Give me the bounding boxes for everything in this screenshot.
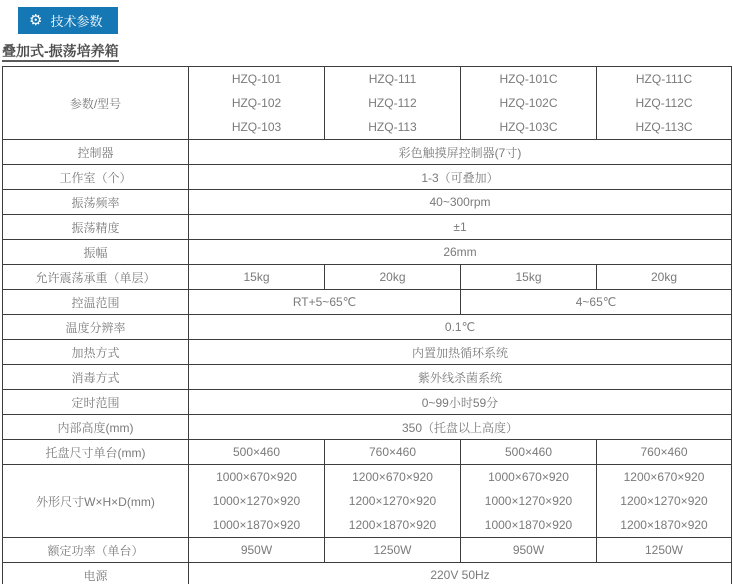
spec-value-cell: 紫外线杀菌系统 [189,365,732,390]
spec-value-cell: 40~300rpm [189,190,732,215]
model-list [191,67,322,139]
spec-value-cell: 760×460 [325,440,461,465]
spec-row [3,290,732,315]
model-name: HZQ-113 [368,120,417,135]
spec-value-cell: 500×460 [461,440,597,465]
spec-value-cell: 0~99小时59分 [189,390,732,415]
model-name: HZQ-101 [231,72,282,87]
row-label: 控制器 [3,140,189,165]
spec-row [3,215,732,240]
dimension-line: 1200×670×920 [352,470,433,485]
spec-row [3,415,732,440]
spec-value-cell [461,465,597,538]
model-name: HZQ-103C [499,120,558,135]
dimension-line: 1200×1270×920 [348,494,437,509]
model-name: HZQ-113C [635,120,693,135]
spec-row [3,265,732,290]
spec-value-cell: 1250W [597,538,732,563]
spec-row [3,365,732,390]
row-label: 振荡精度 [3,215,189,240]
spec-value-cell: 彩色触摸屏控制器(7寸) [189,140,732,165]
spec-value-cell: 350（托盘以上高度） [189,415,732,440]
dimension-line: 1000×670×920 [488,470,569,485]
model-name: HZQ-111C [635,72,693,87]
model-name: HZQ-112 [368,96,417,111]
spec-value-cell: RT+5~65℃ [189,290,461,315]
section-badge-label: 技术参数 [50,14,103,29]
dimension-line: 1000×1270×920 [212,494,301,509]
spec-value-cell: 15kg [189,265,325,290]
gear-icon: ⚙ [29,12,43,29]
spec-value-cell: 950W [189,538,325,563]
spec-table-body [3,67,732,584]
row-label: 额定功率（单台） [3,538,189,563]
spec-row [3,190,732,215]
dimension-list [327,465,458,537]
row-label: 允许震荡承重（单层） [3,265,189,290]
model-name: HZQ-102 [231,96,282,111]
row-label: 消毒方式 [3,365,189,390]
row-label: 控温范围 [3,290,189,315]
dimension-list [599,465,729,537]
spec-row [3,390,732,415]
spec-value-cell: ±1 [189,215,732,240]
spec-value-cell [325,465,461,538]
dimension-line: 1200×670×920 [623,470,705,485]
row-label: 电源 [3,563,189,584]
model-list [463,67,594,139]
dimension-line: 1200×1870×920 [620,518,708,533]
row-label: 振荡频率 [3,190,189,215]
row-label-models: 参数/型号 [3,67,189,140]
spec-value-cell: 1-3（可叠加） [189,165,732,190]
model-name: HZQ-103 [231,120,282,135]
spec-row [3,315,732,340]
model-column-1 [325,67,461,140]
spec-row [3,240,732,265]
row-label: 内部高度(mm) [3,415,189,440]
spec-value-cell: 950W [461,538,597,563]
dimension-list [191,465,322,537]
spec-row [3,538,732,563]
row-label: 温度分辨率 [3,315,189,340]
spec-value-cell [597,465,732,538]
dimension-line: 1200×1870×920 [348,518,437,533]
model-name: HZQ-101C [499,72,558,87]
spec-table [2,66,732,584]
model-name: HZQ-102C [499,96,558,111]
spec-row [3,340,732,365]
spec-row [3,140,732,165]
row-label: 外形尺寸W×H×D(mm) [3,465,189,538]
model-list [599,67,729,139]
row-label: 振幅 [3,240,189,265]
dimension-line: 1000×670×920 [216,470,297,485]
spec-value-cell: 220V 50Hz [189,563,732,584]
spec-header-row [3,67,732,140]
spec-value-cell: 20kg [325,265,461,290]
dimension-line: 1200×1270×920 [620,494,708,509]
model-column-3 [597,67,732,140]
row-label: 托盘尺寸单台(mm) [3,440,189,465]
spec-value-cell: 0.1℃ [189,315,732,340]
dimension-list [463,465,594,537]
dimension-line: 1000×1270×920 [484,494,573,509]
row-label: 定时范围 [3,390,189,415]
model-column-0 [189,67,325,140]
row-label: 工作室（个） [3,165,189,190]
spec-value-cell: 15kg [461,265,597,290]
spec-value-cell: 4~65℃ [461,290,732,315]
spec-row [3,440,732,465]
spec-value-cell [189,465,325,538]
model-column-2 [461,67,597,140]
model-list [327,67,458,139]
page-title: 叠加式-振荡培养箱 [2,43,119,62]
spec-value-cell: 760×460 [597,440,732,465]
spec-value-cell: 500×460 [189,440,325,465]
dimension-line: 1000×1870×920 [212,518,301,533]
spec-value-cell: 1250W [325,538,461,563]
spec-row [3,563,732,584]
model-name: HZQ-111 [368,72,417,87]
spec-value-cell: 20kg [597,265,732,290]
model-name: HZQ-112C [635,96,693,111]
row-label: 加热方式 [3,340,189,365]
spec-value-cell: 内置加热循环系统 [189,340,732,365]
spec-value-cell: 26mm [189,240,732,265]
section-badge-tech-params [18,7,118,34]
spec-row [3,165,732,190]
spec-row [3,465,732,538]
dimension-line: 1000×1870×920 [484,518,573,533]
